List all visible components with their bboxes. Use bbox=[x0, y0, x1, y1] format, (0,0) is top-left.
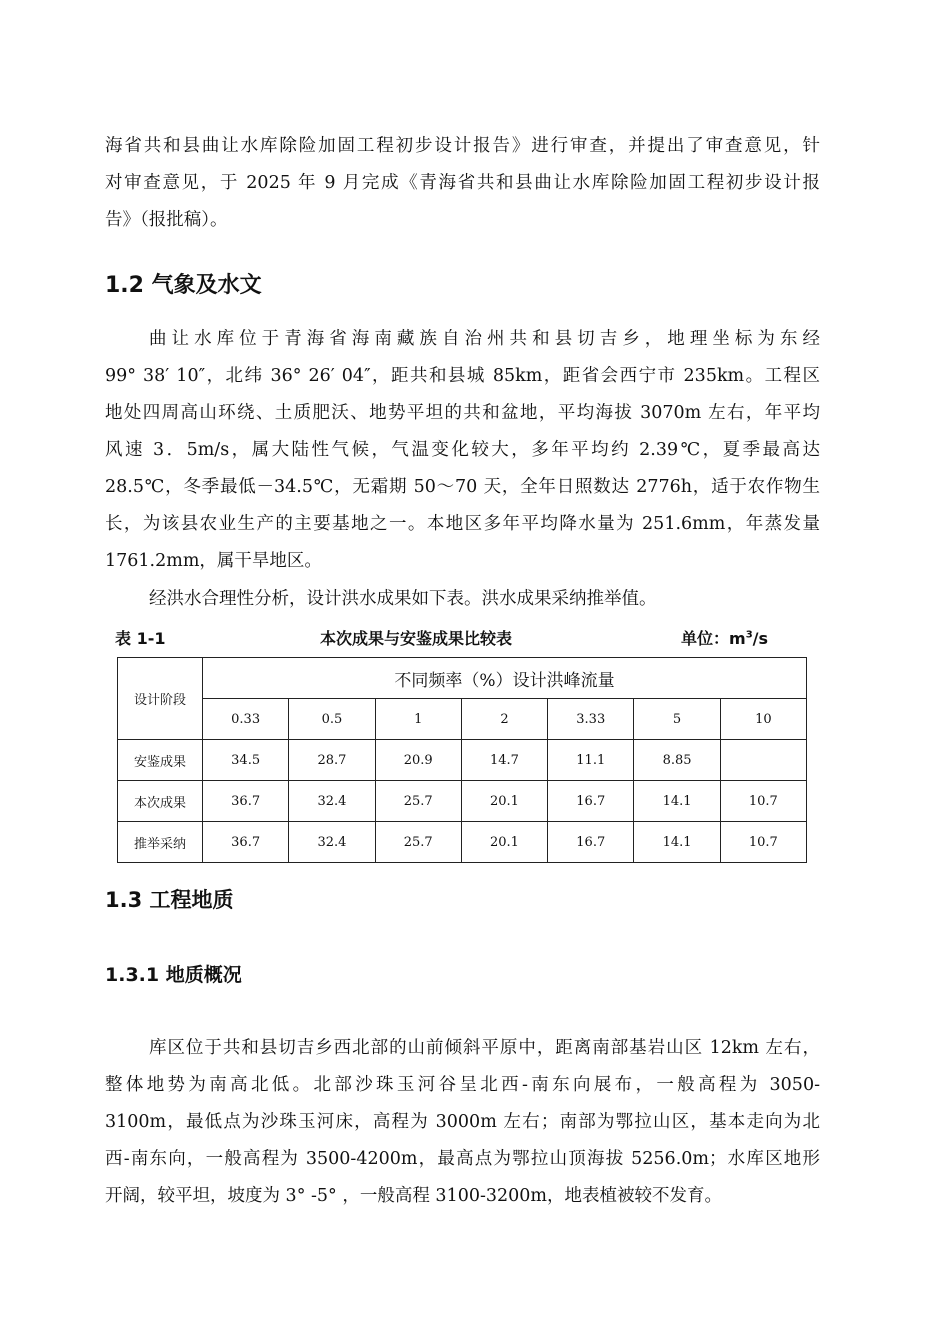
value-cell: 20.1 bbox=[461, 781, 547, 822]
frequency-cell: 0.33 bbox=[203, 699, 289, 740]
intro-paragraph bbox=[105, 128, 820, 239]
frequency-group-header: 不同频率（%）设计洪峰流量 bbox=[203, 658, 807, 699]
row-label-cell: 本次成果 bbox=[118, 781, 203, 822]
value-cell: 16.7 bbox=[548, 822, 634, 863]
climate-line: 长，为该县农业生产的主要基地之一。本地区多年平均降水量为 251.6mm，年蒸发量 bbox=[105, 514, 820, 534]
geology-line: 西-南东向，一般高程为 3500-4200m，最高点为鄂拉山顶海拔 5256.0m；水库区地形 bbox=[105, 1149, 820, 1169]
frequency-cell: 1 bbox=[375, 699, 461, 740]
value-cell: 8.85 bbox=[634, 740, 720, 781]
value-cell: 16.7 bbox=[548, 781, 634, 822]
stage-header-cell: 设计阶段 bbox=[118, 658, 203, 740]
table-number: 表 1-1 bbox=[115, 629, 166, 648]
intro-line: 告》（报批稿）。 bbox=[105, 210, 228, 230]
table-row bbox=[118, 740, 807, 781]
row-label-cell: 安鉴成果 bbox=[118, 740, 203, 781]
value-cell bbox=[720, 740, 806, 781]
section-title: 工程地质 bbox=[149, 888, 234, 912]
value-cell: 34.5 bbox=[203, 740, 289, 781]
value-cell: 20.1 bbox=[461, 822, 547, 863]
geology-line: 开阔，较平坦，坡度为 3° -5° ，一般高程 3100-3200m，地表植被较不发育。 bbox=[105, 1186, 723, 1206]
table-unit: 单位：$m^3/s$ bbox=[681, 629, 769, 648]
section-heading-1-3 bbox=[105, 884, 234, 914]
value-cell: 36.7 bbox=[203, 781, 289, 822]
climate-line: 99° 38′ 10″，北纬 36° 26′ 04″，距共和县城 85km，距省会西宁市 235km。工程区 bbox=[105, 366, 820, 386]
table-header-row bbox=[118, 658, 807, 699]
frequency-cell: 5 bbox=[634, 699, 720, 740]
frequency-cell: 3.33 bbox=[548, 699, 634, 740]
table-row bbox=[118, 781, 807, 822]
value-cell: 14.7 bbox=[461, 740, 547, 781]
value-cell: 10.7 bbox=[720, 822, 806, 863]
flood-comparison-table bbox=[117, 657, 807, 863]
section-heading-1-2: 1.2 气象及水文 bbox=[105, 273, 262, 298]
value-cell: 25.7 bbox=[375, 781, 461, 822]
value-cell: 36.7 bbox=[203, 822, 289, 863]
row-label-cell: 推举采纳 bbox=[118, 822, 203, 863]
climate-line: 曲让水库位于青海省海南藏族自治州共和县切吉乡，地理坐标为东经 bbox=[149, 329, 820, 349]
frequency-cell: 0.5 bbox=[289, 699, 375, 740]
frequency-row bbox=[118, 699, 807, 740]
value-cell: 32.4 bbox=[289, 822, 375, 863]
value-cell: 25.7 bbox=[375, 822, 461, 863]
value-cell: 28.7 bbox=[289, 740, 375, 781]
value-cell: 32.4 bbox=[289, 781, 375, 822]
geology-line: 3100m，最低点为沙珠玉河床，高程为 3000m 左右；南部为鄂拉山区，基本走向为北 bbox=[105, 1112, 820, 1132]
geology-line: 整体地势为南高北低。北部沙珠玉河谷呈北西-南东向展布，一般高程为 3050- bbox=[105, 1075, 820, 1095]
flood-analysis-sentence: 经洪水合理性分析，设计洪水成果如下表。洪水成果采纳推举值。 bbox=[149, 589, 657, 609]
intro-line: 对审查意见，于 2025 年 9 月完成《青海省共和县曲让水库除险加固工程初步设计报 bbox=[105, 173, 820, 193]
climate-paragraph bbox=[105, 321, 820, 580]
value-cell: 14.1 bbox=[634, 781, 720, 822]
table-title: 本次成果与安鉴成果比较表 bbox=[320, 629, 513, 648]
intro-line: 海省共和县曲让水库除险加固工程初步设计报告》进行审查，并提出了审查意见，针 bbox=[105, 136, 820, 156]
geology-paragraph bbox=[105, 1030, 820, 1215]
table-row bbox=[118, 822, 807, 863]
value-cell: 14.1 bbox=[634, 822, 720, 863]
section-heading-1-3-1: 1.3.1 地质概况 bbox=[105, 964, 242, 986]
frequency-cell: 2 bbox=[461, 699, 547, 740]
section-number: 1.3 bbox=[105, 888, 143, 912]
climate-line: 28.5℃，冬季最低－34.5℃，无霜期 50～70 天，全年日照数达 2776h，适于农作物生 bbox=[105, 477, 820, 497]
value-cell: 11.1 bbox=[548, 740, 634, 781]
value-cell: 10.7 bbox=[720, 781, 806, 822]
table-caption bbox=[115, 624, 815, 650]
climate-line: 风速 3．5m/s，属大陆性气候，气温变化较大，多年平均约 2.39℃，夏季最高达 bbox=[105, 440, 820, 460]
value-cell: 20.9 bbox=[375, 740, 461, 781]
frequency-cell: 10 bbox=[720, 699, 806, 740]
climate-line: 1761.2mm，属干旱地区。 bbox=[105, 551, 322, 571]
geology-line: 库区位于共和县切吉乡西北部的山前倾斜平原中，距离南部基岩山区 12km 左右， bbox=[149, 1038, 820, 1058]
climate-line: 地处四周高山环绕、土质肥沃、地势平坦的共和盆地，平均海拔 3070m 左右，年平均 bbox=[105, 403, 820, 423]
